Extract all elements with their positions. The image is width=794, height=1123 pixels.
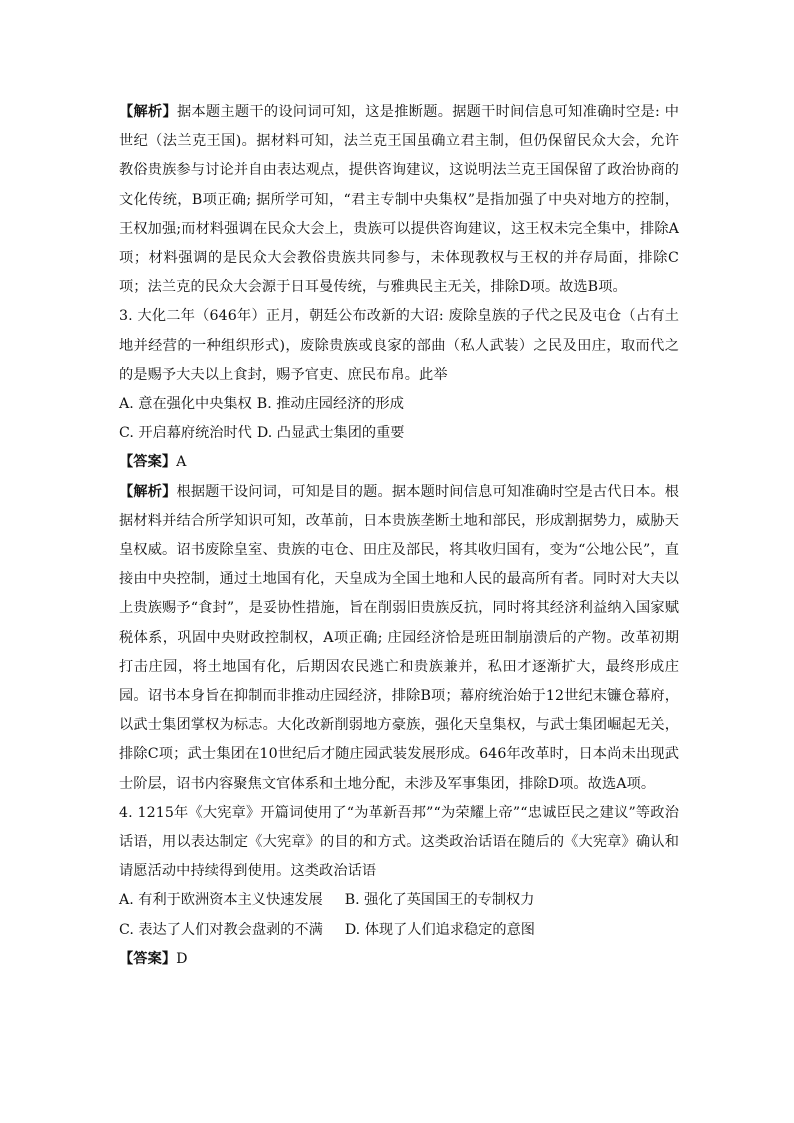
q3-option-c: C. 开启幕府统治时代 (119, 425, 252, 442)
q4-option-a: A. 有利于欧洲资本主义快速发展 (119, 892, 323, 909)
q3-option-b: B. 推动庄园经济的形成 (256, 396, 404, 413)
answer-label: 【答案】 (119, 454, 177, 471)
analysis-text: 据本题主题干的设问词可知，这是推断题。据题干时间信息可知准确时空是: 中世纪（法兰克王国)。据材料可知，法兰克王国虽确立君主制，但仍保留民众大会，允许教俗贵族参与讨论并自由表达观点，提供咨询建议，这说明法兰克王国保留了政治协商的文化传统，B项正确; 据所学可知，“君主专制中央集权”是指加强了中央对地方的控制，王权加强;而材料强调在民众大会上，贵族可以提供咨询建议，这王权未完全集中，排除A项；材料强调的是民众大会教俗贵族共同参与，未体现教权与王权的并存局面，排除C项；法兰克的民众大会源于日耳曼传统，与雅典民主无关，排除D项。故选B项。 (119, 104, 679, 296)
q4-options-row-1 (119, 886, 679, 915)
q4-option-b: B. 强化了英国国王的专制权力 (344, 892, 535, 909)
q4-option-d: D. 体现了人们追求稳定的意图 (344, 921, 535, 938)
q4-options-row-2 (119, 916, 679, 945)
analysis-label: 【解析】 (119, 104, 177, 120)
q4-answer (119, 945, 679, 974)
analysis-label: 【解析】 (119, 483, 177, 500)
document-page (119, 98, 679, 974)
answer-label: 【答案】 (119, 950, 177, 967)
q2-analysis (119, 98, 679, 302)
q4-stem: 4. 1215年《大宪章》开篇词使用了“为革新吾邦”“为荣耀上帝”“忠诚臣民之建议”等政治话语，用以表达制定《大宪章》的目的和方式。这类政治话语在随后的《大宪章》确认和请愿活动中持续得到使用。这类政治话语 (119, 804, 679, 880)
answer-value: D (176, 950, 188, 967)
answer-value: A (176, 454, 187, 471)
q3-option-d: D. 凸显武士集团的重要 (256, 425, 405, 442)
q3-answer (119, 448, 679, 477)
q3-options-row-1 (119, 390, 679, 419)
q3-options-row-2 (119, 419, 679, 448)
q3-stem: 3. 大化二年（646年）正月，朝廷公布改新的大诏: 废除皇族的子代之民及屯仓（占有土地并经营的一种组织形式)，废除贵族或良家的部曲（私人武装）之民及田庄，取而代之的是赐予大夫以上食封，赐予官吏、庶民布帛。此举 (119, 308, 679, 383)
q3-option-a: A. 意在强化中央集权 (119, 396, 252, 413)
analysis-text: 根据题干设问词，可知是目的题。据本题时间信息可知准确时空是古代日本。根据材料并结合所学知识可知，改革前，日本贵族垄断土地和部民，形成割据势力，威胁天皇权威。诏书废除皇室、贵族的屯仓、田庄及部民，将其收归国有，变为“公地公民”，直接由中央控制，通过土地国有化，天皇成为全国土地和人民的最高所有者。同时对大夫以上贵族赐予“食封”，是妥协性措施，旨在削弱旧贵族反抗，同时将其经济利益纳入国家赋税体系，巩固中央财政控制权，A项正确; 庄园经济恰是班田制崩溃后的产物。改革初期打击庄园，将土地国有化，后期因农民逃亡和贵族兼并，私田才逐渐扩大，最终形成庄园。诏书本身旨在抑制而非推动庄园经济，排除B项；幕府统治始于12世纪末镰仓幕府，以武士集团掌权为标志。大化改新削弱地方豪族，强化天皇集权，与武士集团崛起无关，排除C项；武士集团在10世纪后才随庄园武装发展形成。646年改革时，日本尚未出现武士阶层，诏书内容聚焦文官体系和土地分配，未涉及军事集团，排除D项。故选A项。 (119, 483, 679, 792)
q4-option-c: C. 表达了人们对教会盘剥的不满 (119, 921, 323, 938)
q3-analysis (119, 478, 679, 799)
